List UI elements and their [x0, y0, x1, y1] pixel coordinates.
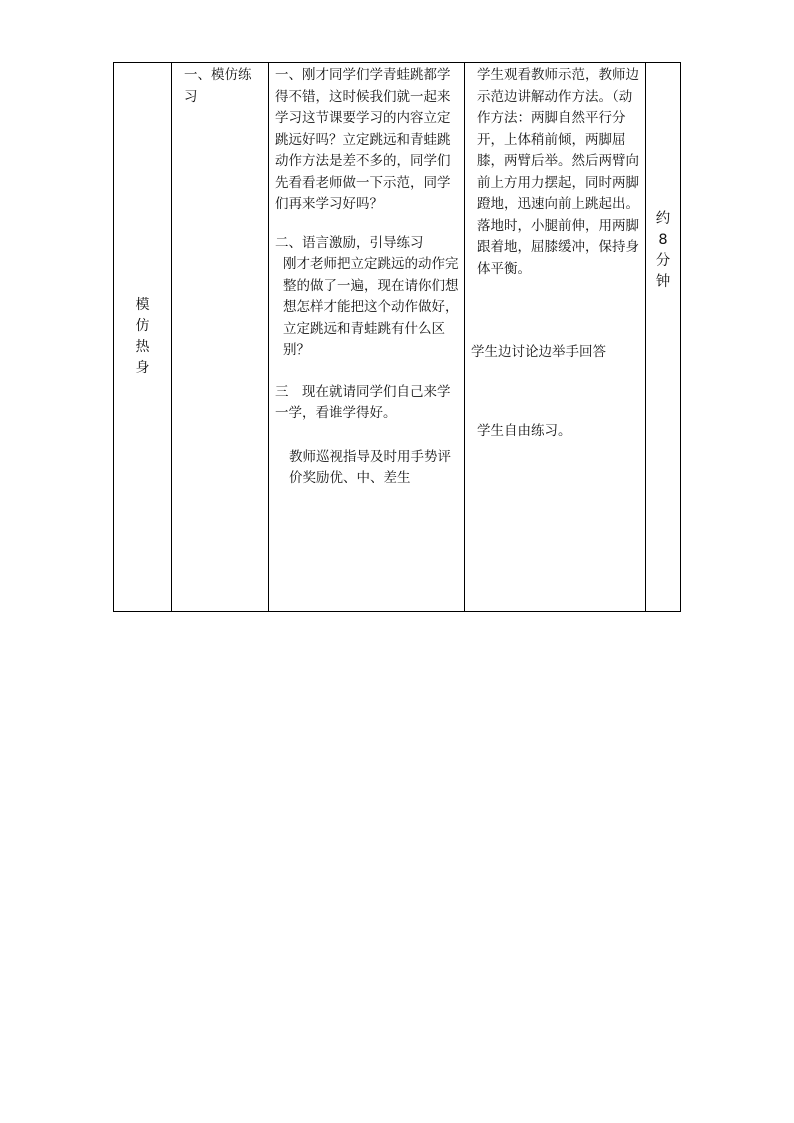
- student-paragraph-1: 学生观看教师示范，教师边示范边讲解动作方法。（动作方法：两脚自然平行分开，上体稍前倾，两脚屈膝，两臂后举。然后两臂向前上方用力摆起，同时两脚蹬地，迅速向前上跳起出。落地时，小腿前伸，用两脚跟着地，屈膝缓冲，保持身体平衡。: [477, 67, 639, 277]
- table-row: [114, 63, 681, 612]
- student-activity-cell: [465, 63, 646, 612]
- time-cell: [646, 63, 681, 612]
- teacher-paragraph-2: 二、语言激励，引导练习: [275, 234, 424, 251]
- teacher-paragraph-5: 教师巡视指导及时用手势评价奖励优、中、差生: [289, 448, 451, 486]
- teacher-paragraph-4: 三 现在就请同学们自己来学一学，看谁学得好。: [275, 383, 451, 421]
- lesson-plan-table: [113, 62, 681, 612]
- content-cell: [172, 63, 269, 612]
- stage-cell: [114, 63, 172, 612]
- time-label: 约8分钟: [655, 211, 671, 290]
- stage-label: 模仿热身: [135, 297, 150, 376]
- content-label: 一、模仿练习: [184, 67, 252, 105]
- teacher-paragraph-1: 一、刚才同学们学青蛙跳都学得不错，这时候我们就一起来学习这节课要学习的内容立定跳远好吗？立定跳远和青蛙跳动作方法是差不多的，同学们先看看老师做一下示范，同学们再来学习好吗？: [275, 67, 451, 212]
- student-paragraph-3: 学生自由练习。: [477, 422, 572, 439]
- teacher-paragraph-3: 刚才老师把立定跳远的动作完整的做了一遍，现在请你们想想怎样才能把这个动作做好，立定跳远和青蛙跳有什么区别？: [283, 256, 459, 358]
- student-paragraph-2: 学生边讨论边举手回答: [471, 344, 606, 360]
- teacher-activity-cell: [269, 63, 465, 612]
